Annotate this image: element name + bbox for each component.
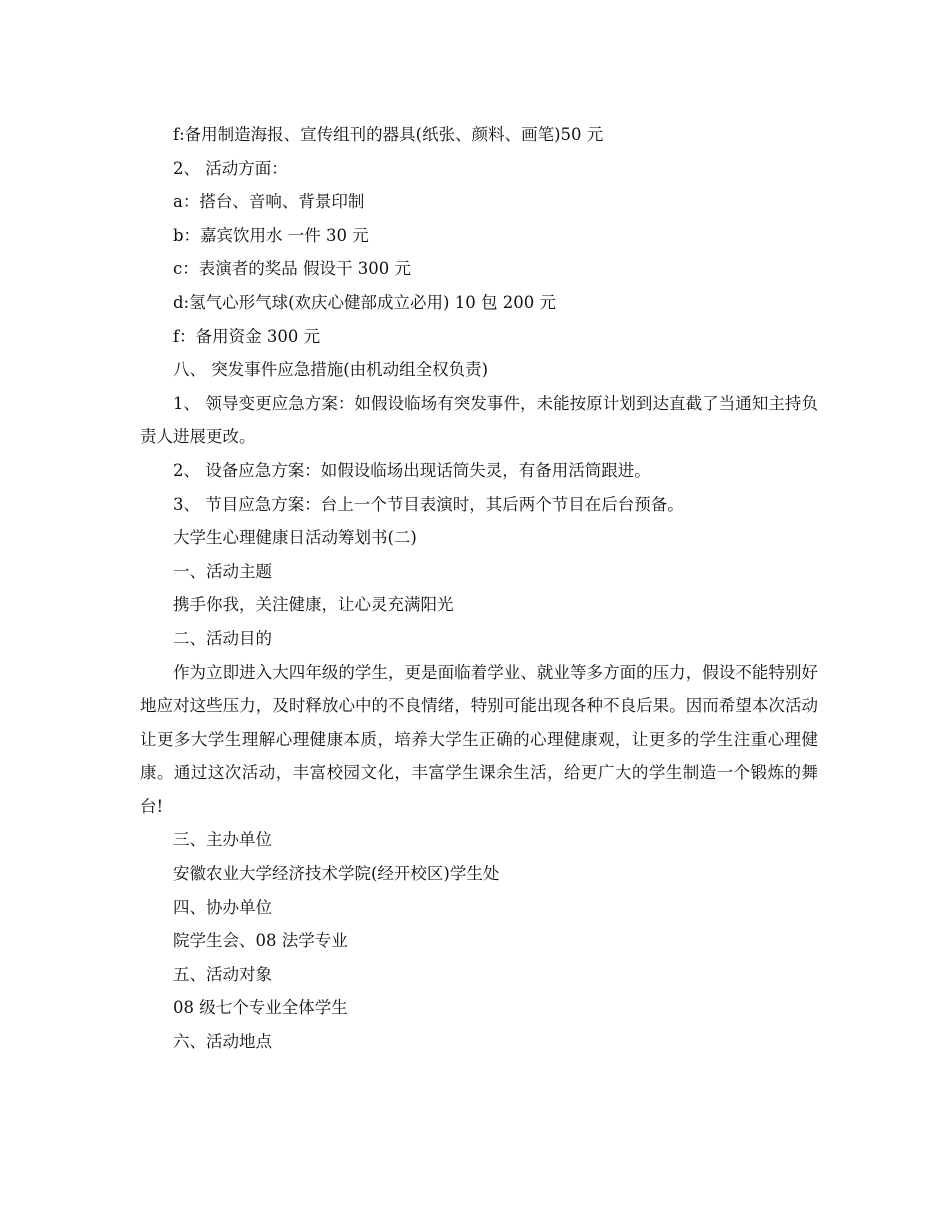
section-activity-aspect: 2、 活动方面： xyxy=(173,158,288,178)
budget-item-d-balloons: d:氢气心形气球(欢庆心健部成立必用) 10 包 200 元 xyxy=(173,292,556,312)
document-body xyxy=(140,118,818,1059)
budget-item-b-water: b：嘉宾饮用水 一件 30 元 xyxy=(173,225,369,245)
section-heading-emergency: 八、 突发事件应急措施(由机动组全权负责) xyxy=(173,360,489,380)
audience-text: 08 级七个专业全体学生 xyxy=(173,998,348,1018)
budget-item-f-posters: f:备用制造海报、宣传组刊的器具(纸张、颜料、画笔)50 元 xyxy=(173,125,604,144)
emergency-plan-leader: 1、 领导变更应急方案：如假设临场有突发事件，未能按原计划到达直截了当通知主持负责人进展更改。 xyxy=(140,393,818,447)
budget-item-a-stage: a：搭台、音响、背景印制 xyxy=(173,192,365,212)
section-heading-co-organizer: 四、协办单位 xyxy=(173,897,272,917)
emergency-plan-equipment: 2、 设备应急方案：如假设临场出现话筒失灵，有备用活筒跟进。 xyxy=(173,460,651,480)
document-title-part-two: 大学生心理健康日活动筹划书(二) xyxy=(173,528,417,548)
budget-item-f-reserve: f：备用资金 300 元 xyxy=(173,326,321,346)
section-heading-location: 六、活动地点 xyxy=(173,1032,272,1052)
co-organizer-text: 院学生会、08 法学专业 xyxy=(173,931,348,951)
purpose-paragraph: 作为立即进入大四年级的学生，更是面临着学业、就业等多方面的压力，假设不能特别好地应对这些压力，及时释放心中的不良情绪，特别可能出现各种不良后果。因而希望本次活动让更多大学生理解心理健康本质，培养大学生正确的心理健康观，让更多的学生注重心理健康。通过这次活动，丰富校园文化，丰富学生课余生活，给更广大的学生制造一个锻炼的舞台! xyxy=(140,662,818,816)
section-heading-purpose: 二、活动目的 xyxy=(173,628,272,648)
budget-item-c-prizes: c：表演者的奖品 假设干 300 元 xyxy=(173,259,411,279)
section-heading-audience: 五、活动对象 xyxy=(173,964,272,984)
section-heading-theme: 一、活动主题 xyxy=(173,561,272,581)
emergency-plan-program: 3、 节目应急方案：台上一个节目表演时，其后两个节目在后台预备。 xyxy=(173,494,684,514)
organizer-text: 安徽农业大学经济技术学院(经开校区)学生处 xyxy=(173,864,500,884)
theme-text: 携手你我，关注健康，让心灵充满阳光 xyxy=(173,595,454,615)
section-heading-organizer: 三、主办单位 xyxy=(173,830,272,850)
